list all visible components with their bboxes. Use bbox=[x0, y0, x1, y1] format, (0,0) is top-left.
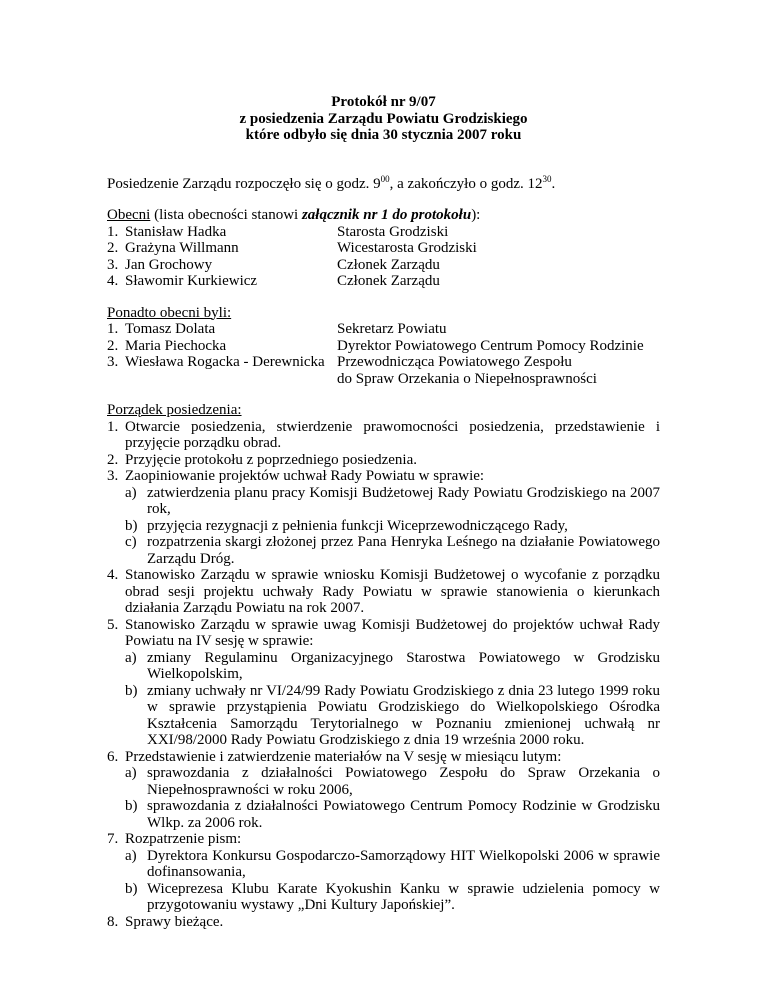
protocol-subtitle: z posiedzenia Zarządu Powiatu Grodziskiego bbox=[239, 110, 528, 127]
member-role: Członek Zarządu bbox=[337, 256, 440, 273]
member-name: Sławomir Kurkiewicz bbox=[125, 273, 258, 289]
agenda-item: 1. Otwarcie posiedzenia, stwierdzenie prawomocności posiedzenia, przedstawienie i przyjęcie porządku obrad. bbox=[107, 418, 660, 451]
present-note-prefix: (lista obecności stanowi bbox=[150, 207, 302, 223]
guest-member: 2. Maria Piechocka Dyrektor Powiatowego Centrum Pomocy Rodzinie bbox=[107, 338, 660, 355]
member-name: Grażyna Willmann bbox=[125, 240, 239, 256]
meeting-timing bbox=[107, 173, 660, 193]
guest-member: 1. Tomasz Dolata Sekretarz Powiatu bbox=[107, 321, 660, 338]
timing-suffix: . bbox=[551, 175, 556, 192]
guest-member: 3. Wiesława Rogacka - Derewnicka Przewodnicząca Powiatowego Zespołu do Spraw Orzekania o Niepełnosprawności bbox=[107, 354, 660, 387]
guest-name: Wiesława Rogacka - Derewnicka bbox=[125, 354, 325, 370]
member-name: Jan Grochowy bbox=[125, 256, 213, 273]
agenda-item: 4. Stanowisko Zarządu w sprawie wniosku Komisji Budżetowej o wycofanie z porządku obrad sesji projektu uchwały Rady Powiatu w sprawie stanowienia o kierunkach działania Zarządu Powiatu na rok 2007. bbox=[107, 567, 660, 616]
guest-role: Dyrektor Powiatowego Centrum Pomocy Rodzinie bbox=[337, 337, 644, 354]
document-page bbox=[107, 94, 660, 930]
member-role: Wicestarosta Grodziski bbox=[337, 240, 477, 256]
protocol-title: Protokół nr 9/07 bbox=[331, 94, 436, 110]
agenda-subitem: a) zmiany Regulaminu Organizacyjnego Starostwa Powiatowego w Grodzisku Wielkopolskim, bbox=[125, 649, 660, 682]
agenda-subitem: a) sprawozdania z działalności Powiatowego Zespołu do Spraw Orzekania o Niepełnosprawności w roku 2006, bbox=[125, 765, 660, 798]
agenda-subitem: b) przyjęcia rezygnacji z pełnienia funkcji Wiceprzewodniczącego Rady, bbox=[125, 517, 568, 534]
agenda-heading: Porządek posiedzenia: bbox=[107, 402, 242, 418]
guest-role-line2: do Spraw Orzekania o Niepełnosprawności bbox=[337, 370, 597, 387]
agenda-list bbox=[107, 419, 660, 931]
agenda-subitem: b) zmiany uchwały nr VI/24/99 Rady Powiatu Grodziskiego z dnia 23 lutego 1999 roku w sprawie przystąpienia Powiatu Grodziskiego do Wielkopolskiego Ośrodka Kształcenia Samorządu Terytorialnego w Poznaniu zmienionej uchwałą nr XXI/98/2000 Rady Powiatu Grodziskiego z dnia 19 września 2000 roku. bbox=[125, 682, 660, 748]
agenda-subitem: c) rozpatrzenia skargi złożonej przez Pana Henryka Leśnego na działanie Powiatowego Zarządu Dróg. bbox=[125, 534, 660, 567]
member-name: Stanisław Hadka bbox=[125, 223, 227, 240]
guest-name: Tomasz Dolata bbox=[125, 321, 216, 337]
timing-middle: , a zakończyło o godz. 12 bbox=[389, 175, 543, 192]
agenda-subitem: a) Dyrektora Konkursu Gospodarczo-Samorządowy HIT Wielkopolski 2006 w sprawie dofinansowania, bbox=[125, 847, 660, 880]
agenda-item: 2. Przyjęcie protokołu z poprzedniego posiedzenia. bbox=[107, 451, 417, 468]
present-member: 1. Stanisław Hadka Starosta Grodziski bbox=[107, 224, 660, 241]
present-member: 3. Jan Grochowy Członek Zarządu bbox=[107, 257, 660, 274]
start-minutes: 00 bbox=[380, 173, 390, 184]
agenda-subitem: b) Wiceprezesa Klubu Karate Kyokushin Kanku w sprawie udzielenia pomocy w przygotowaniu wystawy „Dni Kultury Japońskiej”. bbox=[125, 880, 660, 913]
agenda-item: 6. Przedstawienie i zatwierdzenie materiałów na V sesję w miesiącu lutym: bbox=[107, 748, 562, 765]
agenda-subitem: b) sprawozdania z działalności Powiatowego Centrum Pomocy Rodzinie w Grodzisku Wlkp. za 2006 rok. bbox=[125, 798, 660, 831]
guest-role: Sekretarz Powiatu bbox=[337, 321, 447, 337]
present-label: Obecni bbox=[107, 207, 151, 223]
member-role: Starosta Grodziski bbox=[337, 223, 449, 240]
present-member: 2. Grażyna Willmann Wicestarosta Grodziski bbox=[107, 240, 660, 257]
present-member: 4. Sławomir Kurkiewicz Członek Zarządu bbox=[107, 273, 660, 290]
guest-role-line1: Przewodnicząca Powiatowego Zespołu bbox=[337, 354, 572, 370]
agenda-item: 7. Rozpatrzenie pism: bbox=[107, 831, 242, 847]
timing-prefix: Posiedzenie Zarządu rozpoczęło się o godz. 9 bbox=[107, 175, 381, 192]
guest-role bbox=[337, 354, 660, 387]
also-present-list bbox=[107, 321, 660, 387]
guest-name: Maria Piechocka bbox=[125, 337, 227, 354]
attachment-reference: załącznik nr 1 do protokołu bbox=[301, 207, 472, 223]
present-note-suffix: ): bbox=[471, 207, 481, 223]
agenda-item: 5. Stanowisko Zarządu w sprawie uwag Komisji Budżetowej do projektów uchwał Rady Powiatu na IV sesję w sprawie: bbox=[107, 616, 660, 649]
present-heading bbox=[107, 207, 660, 224]
end-minutes: 30 bbox=[542, 173, 552, 184]
agenda-item: 3. Zaopiniowanie projektów uchwał Rady Powiatu w sprawie: bbox=[107, 468, 485, 484]
protocol-date-line: które odbyło się dnia 30 stycznia 2007 roku bbox=[245, 127, 522, 143]
agenda-subitem: a) zatwierdzenia planu pracy Komisji Budżetowej Rady Powiatu Grodziskiego na 2007 rok, bbox=[125, 484, 660, 517]
also-present-heading: Ponadto obecni byli: bbox=[107, 304, 232, 321]
member-role: Członek Zarządu bbox=[337, 273, 440, 289]
present-list bbox=[107, 224, 660, 290]
agenda-item: 8. Sprawy bieżące. bbox=[107, 913, 224, 930]
